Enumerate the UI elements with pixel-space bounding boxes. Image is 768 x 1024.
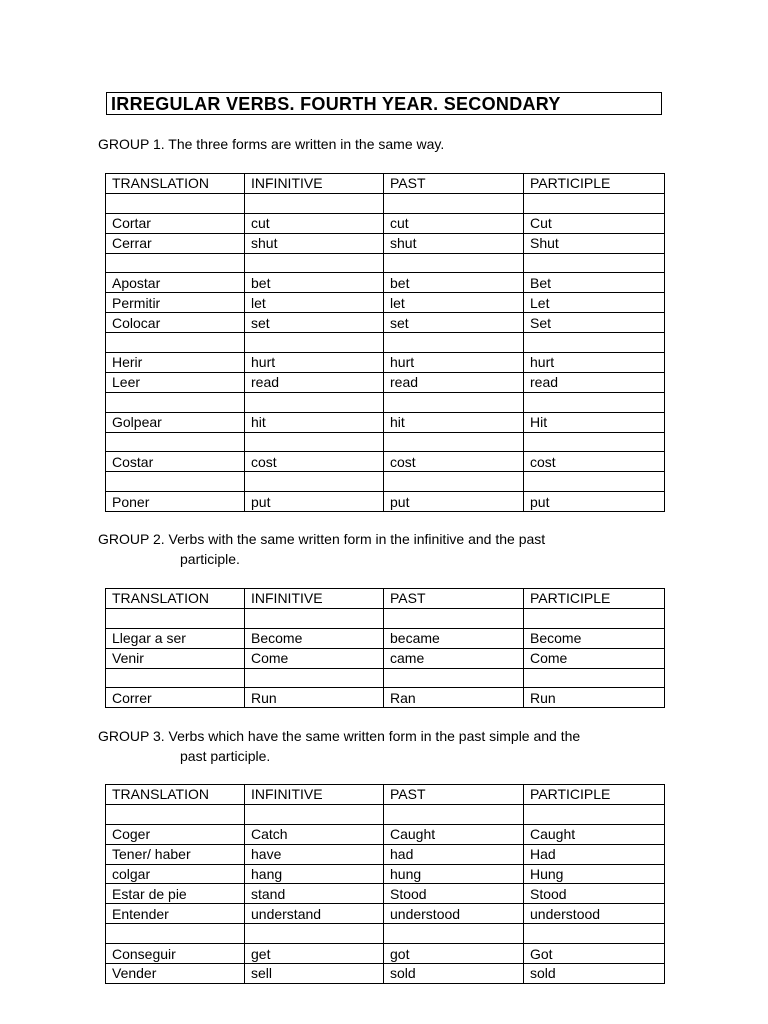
cell-translation: Estar de pie — [106, 884, 245, 904]
cell-participle — [524, 668, 665, 688]
table-row — [106, 293, 665, 313]
table-row — [106, 688, 665, 708]
cell-participle — [524, 924, 665, 944]
cell-participle: Come — [524, 648, 665, 668]
cell-past: sold — [384, 964, 524, 984]
cell-past — [384, 804, 524, 824]
cell-participle: Set — [524, 313, 665, 333]
cell-past: cost — [384, 452, 524, 472]
cell-participle: Stood — [524, 884, 665, 904]
cell-participle: Become — [524, 628, 665, 648]
cell-translation — [106, 253, 245, 273]
cell-translation — [106, 608, 245, 628]
cell-past — [384, 392, 524, 412]
table-spacer-row — [106, 333, 665, 353]
group-1-heading — [98, 134, 444, 154]
table-spacer-row — [106, 608, 665, 628]
cell-participle: cost — [524, 452, 665, 472]
cell-translation: Cortar — [106, 213, 245, 233]
cell-past — [384, 432, 524, 452]
cell-translation: Venir — [106, 648, 245, 668]
table-row — [106, 824, 665, 844]
group-3-heading — [98, 726, 580, 766]
cell-infinitive: read — [245, 372, 384, 392]
cell-participle: put — [524, 492, 665, 512]
group-2-heading-line2: participle. — [180, 551, 240, 567]
cell-past — [384, 333, 524, 353]
cell-past — [384, 608, 524, 628]
cell-translation — [106, 432, 245, 452]
cell-infinitive: put — [245, 492, 384, 512]
cell-translation: Vender — [106, 964, 245, 984]
group-3-heading-line2: past participle. — [180, 748, 271, 764]
cell-infinitive: let — [245, 293, 384, 313]
cell-infinitive — [245, 193, 384, 213]
table-spacer-row — [106, 253, 665, 273]
cell-participle: Let — [524, 293, 665, 313]
cell-past: Caught — [384, 824, 524, 844]
cell-infinitive — [245, 253, 384, 273]
cell-past: hung — [384, 864, 524, 884]
cell-participle: Hit — [524, 412, 665, 432]
cell-past: had — [384, 844, 524, 864]
group-2-heading-line1: GROUP 2. Verbs with the same written form in the infinitive and the past — [98, 531, 546, 547]
cell-translation: colgar — [106, 864, 245, 884]
cell-translation: Leer — [106, 372, 245, 392]
table-row — [106, 412, 665, 432]
table-spacer-row — [106, 924, 665, 944]
cell-past: Ran — [384, 688, 524, 708]
cell-translation — [106, 804, 245, 824]
cell-translation — [106, 333, 245, 353]
cell-infinitive — [245, 333, 384, 353]
header-translation: TRANSLATION — [106, 174, 245, 194]
cell-participle: Got — [524, 944, 665, 964]
cell-infinitive: stand — [245, 884, 384, 904]
table-row — [106, 904, 665, 924]
group-3-heading-line1: GROUP 3. Verbs which have the same written form in the past simple and the — [98, 728, 581, 744]
cell-translation — [106, 472, 245, 492]
table-row — [106, 313, 665, 333]
cell-participle: hurt — [524, 353, 665, 373]
cell-translation: Colocar — [106, 313, 245, 333]
cell-participle: Bet — [524, 273, 665, 293]
cell-participle — [524, 253, 665, 273]
cell-infinitive: bet — [245, 273, 384, 293]
table-row — [106, 944, 665, 964]
cell-translation: Poner — [106, 492, 245, 512]
header-translation: TRANSLATION — [106, 589, 245, 609]
table-row — [106, 964, 665, 984]
cell-participle: Run — [524, 688, 665, 708]
cell-infinitive: understand — [245, 904, 384, 924]
table-spacer-row — [106, 668, 665, 688]
cell-past: Stood — [384, 884, 524, 904]
group-3-verb-table — [105, 784, 665, 984]
table-row — [106, 372, 665, 392]
cell-past: hit — [384, 412, 524, 432]
cell-infinitive — [245, 392, 384, 412]
table-spacer-row — [106, 432, 665, 452]
cell-infinitive — [245, 924, 384, 944]
group-1-heading-line1: GROUP 1. The three forms are written in the same way. — [98, 136, 445, 152]
cell-infinitive: Become — [245, 628, 384, 648]
cell-past: understood — [384, 904, 524, 924]
cell-infinitive — [245, 432, 384, 452]
cell-past — [384, 253, 524, 273]
cell-past: cut — [384, 213, 524, 233]
header-participle: PARTICIPLE — [524, 785, 665, 805]
cell-translation: Entender — [106, 904, 245, 924]
cell-past: put — [384, 492, 524, 512]
table-row — [106, 213, 665, 233]
cell-participle — [524, 392, 665, 412]
cell-translation: Tener/ haber — [106, 844, 245, 864]
header-participle: PARTICIPLE — [524, 174, 665, 194]
cell-participle: read — [524, 372, 665, 392]
group-2-verb-table — [105, 588, 665, 708]
cell-translation — [106, 392, 245, 412]
cell-past — [384, 472, 524, 492]
cell-past: became — [384, 628, 524, 648]
table-spacer-row — [106, 392, 665, 412]
cell-participle: Shut — [524, 233, 665, 253]
cell-past: bet — [384, 273, 524, 293]
cell-translation: Conseguir — [106, 944, 245, 964]
cell-past: hurt — [384, 353, 524, 373]
cell-translation: Golpear — [106, 412, 245, 432]
cell-past — [384, 668, 524, 688]
cell-translation: Costar — [106, 452, 245, 472]
cell-participle — [524, 472, 665, 492]
table-row — [106, 273, 665, 293]
cell-participle: Cut — [524, 213, 665, 233]
cell-translation — [106, 668, 245, 688]
cell-participle: understood — [524, 904, 665, 924]
cell-infinitive: Catch — [245, 824, 384, 844]
table-row — [106, 452, 665, 472]
header-translation: TRANSLATION — [106, 785, 245, 805]
table-spacer-row — [106, 193, 665, 213]
table-row — [106, 844, 665, 864]
cell-infinitive: Run — [245, 688, 384, 708]
cell-past: set — [384, 313, 524, 333]
cell-translation: Apostar — [106, 273, 245, 293]
cell-infinitive: get — [245, 944, 384, 964]
cell-infinitive: cut — [245, 213, 384, 233]
cell-translation — [106, 924, 245, 944]
header-infinitive: INFINITIVE — [245, 785, 384, 805]
cell-translation: Correr — [106, 688, 245, 708]
cell-participle — [524, 193, 665, 213]
cell-past — [384, 193, 524, 213]
cell-translation: Llegar a ser — [106, 628, 245, 648]
table-row — [106, 353, 665, 373]
document-title: IRREGULAR VERBS. FOURTH YEAR. SECONDARY — [106, 92, 662, 115]
header-infinitive: INFINITIVE — [245, 589, 384, 609]
cell-past: shut — [384, 233, 524, 253]
cell-infinitive: hang — [245, 864, 384, 884]
table-row — [106, 884, 665, 904]
cell-infinitive: have — [245, 844, 384, 864]
cell-past: got — [384, 944, 524, 964]
header-past: PAST — [384, 589, 524, 609]
cell-participle — [524, 333, 665, 353]
table-header-row — [106, 589, 665, 609]
cell-infinitive: Come — [245, 648, 384, 668]
cell-participle: Had — [524, 844, 665, 864]
cell-participle — [524, 608, 665, 628]
cell-infinitive: cost — [245, 452, 384, 472]
cell-infinitive — [245, 804, 384, 824]
cell-infinitive — [245, 668, 384, 688]
cell-infinitive — [245, 472, 384, 492]
table-spacer-row — [106, 804, 665, 824]
table-row — [106, 864, 665, 884]
cell-participle: Caught — [524, 824, 665, 844]
cell-participle — [524, 804, 665, 824]
group-2-heading — [98, 529, 545, 569]
header-participle: PARTICIPLE — [524, 589, 665, 609]
cell-translation — [106, 193, 245, 213]
cell-translation: Coger — [106, 824, 245, 844]
table-row — [106, 233, 665, 253]
cell-infinitive: set — [245, 313, 384, 333]
cell-past: read — [384, 372, 524, 392]
header-past: PAST — [384, 174, 524, 194]
cell-participle — [524, 432, 665, 452]
header-infinitive: INFINITIVE — [245, 174, 384, 194]
table-spacer-row — [106, 472, 665, 492]
cell-infinitive: hit — [245, 412, 384, 432]
cell-translation: Herir — [106, 353, 245, 373]
table-row — [106, 648, 665, 668]
table-header-row — [106, 174, 665, 194]
table-header-row — [106, 785, 665, 805]
cell-past — [384, 924, 524, 944]
cell-infinitive: hurt — [245, 353, 384, 373]
cell-translation: Permitir — [106, 293, 245, 313]
cell-infinitive: shut — [245, 233, 384, 253]
cell-translation: Cerrar — [106, 233, 245, 253]
cell-infinitive — [245, 608, 384, 628]
cell-participle: Hung — [524, 864, 665, 884]
table-row — [106, 492, 665, 512]
cell-participle: sold — [524, 964, 665, 984]
table-row — [106, 628, 665, 648]
cell-past: came — [384, 648, 524, 668]
cell-past: let — [384, 293, 524, 313]
header-past: PAST — [384, 785, 524, 805]
group-1-verb-table — [105, 173, 665, 512]
cell-infinitive: sell — [245, 964, 384, 984]
